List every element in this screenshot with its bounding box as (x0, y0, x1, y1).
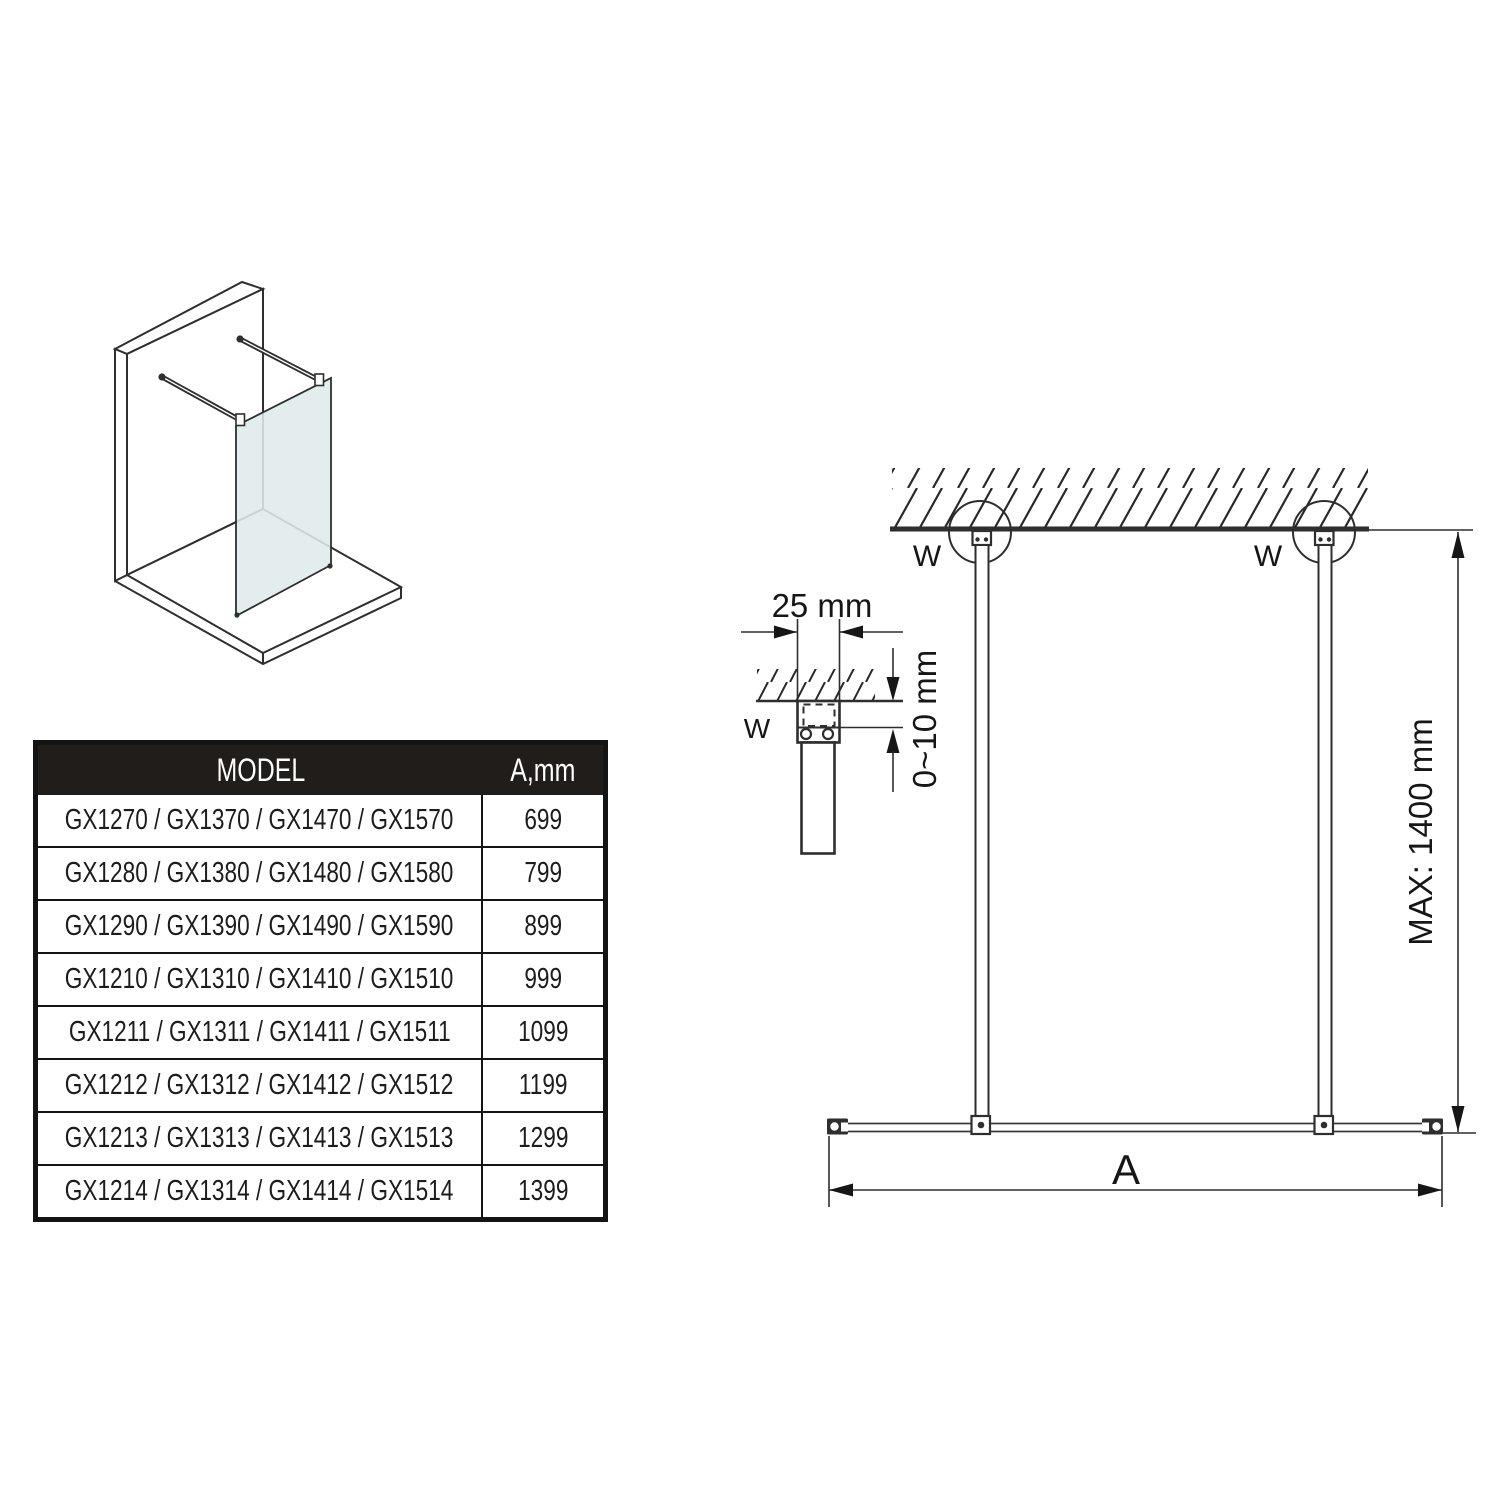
detail-width-label: 25 mm (771, 587, 873, 624)
depth-dimension (1402, 532, 1465, 1132)
model-table (33, 740, 608, 1222)
model-codes: GX1212 / GX1312 / GX1412 / GX1512 (65, 1069, 454, 1101)
model-codes: GX1290 / GX1390 / GX1490 / GX1590 (65, 910, 454, 942)
model-codes: GX1210 / GX1310 / GX1410 / GX1510 (65, 963, 454, 995)
a-mm-value: 1199 (518, 1069, 568, 1101)
table-row (38, 1007, 603, 1060)
glass-panel-plan (827, 1116, 1443, 1135)
table-row (38, 1166, 603, 1217)
depth-dim-label: MAX: 1400 mm (1402, 718, 1439, 946)
table-header-a-mm-label: A,mm (510, 751, 576, 788)
wall-mount-right (1293, 501, 1355, 1117)
detail-support-bar (802, 743, 835, 854)
model-codes: GX1211 / GX1311 / GX1411 / GX1511 (68, 1016, 451, 1048)
glass-end-cap-right (1422, 1119, 1443, 1135)
a-mm-value: 1299 (517, 1122, 569, 1154)
detail-wall-hatch (757, 669, 875, 700)
model-codes: GX1280 / GX1380 / GX1480 / GX1580 (65, 857, 454, 889)
glass-foot-right (327, 563, 332, 568)
plan-wall-label-right: W (1253, 540, 1283, 573)
table-row (38, 954, 603, 1007)
wall-mount-left (949, 501, 1011, 1117)
table-header-a-mm (483, 752, 603, 789)
a-mm-value: 1099 (517, 1016, 569, 1048)
support-post-right (1319, 545, 1332, 1117)
table-row (38, 848, 603, 901)
table-row (38, 795, 603, 848)
wall-hatch (892, 468, 1368, 529)
glass-foot-left (234, 612, 239, 617)
isometric-view (115, 282, 401, 664)
a-mm-value: 799 (524, 857, 562, 889)
table-row (38, 1060, 603, 1113)
detail-adjust-dimension (887, 648, 944, 792)
glass-end-cap-left (827, 1119, 848, 1135)
table-row (38, 901, 603, 954)
detail-bracket (798, 701, 904, 854)
model-codes: GX1213 / GX1313 / GX1413 / GX1513 (65, 1122, 454, 1154)
plan-view (827, 468, 1476, 1207)
width-dim-label: A (1111, 1146, 1141, 1193)
table-header-model (38, 752, 483, 789)
table-header-model-label: MODEL (216, 751, 305, 788)
a-mm-value: 999 (524, 963, 562, 995)
table-body (38, 795, 603, 1217)
a-mm-value: 899 (524, 910, 562, 942)
detail-wall-label: W (743, 713, 771, 744)
model-codes: GX1270 / GX1370 / GX1470 / GX1570 (65, 804, 454, 836)
table-header (38, 745, 603, 795)
width-dimension (829, 1136, 1442, 1207)
model-codes: GX1214 / GX1314 / GX1414 / GX1514 (65, 1175, 454, 1207)
detail-adjust-label: 0~10 mm (906, 649, 943, 789)
a-mm-value: 699 (524, 804, 562, 836)
support-post-left (976, 545, 989, 1117)
table-row (38, 1113, 603, 1166)
plan-wall-label-left: W (912, 540, 942, 573)
a-mm-value: 1399 (517, 1175, 569, 1207)
bracket-detail-view (741, 587, 943, 854)
